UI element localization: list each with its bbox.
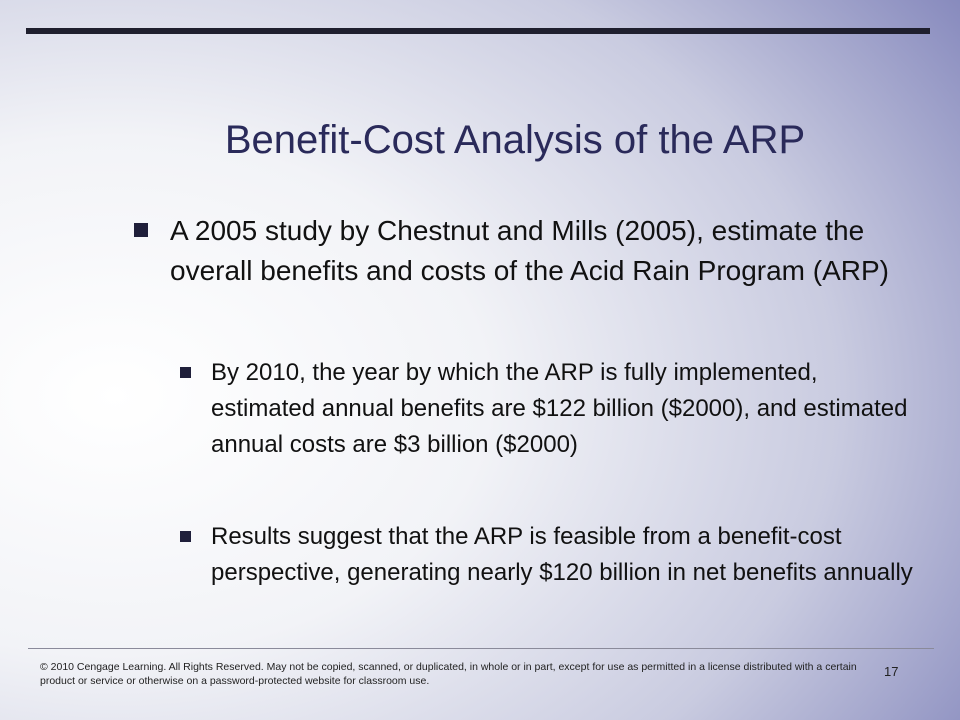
slide-title: Benefit-Cost Analysis of the ARP	[224, 118, 806, 162]
square-bullet-icon	[180, 367, 191, 378]
footer-divider	[28, 648, 934, 649]
bullet-text: A 2005 study by Chestnut and Mills (2005), estimate the overall benefits and costs of the Acid Rain Program (ARP)	[170, 215, 890, 286]
page-number: 17	[884, 664, 899, 679]
sub-bullet-text: Results suggest that the ARP is feasible from a benefit-cost perspective, generating nearly $120 billion in net benefits annually	[211, 523, 913, 586]
copyright-notice: © 2010 Cengage Learning. All Rights Reserved. May not be copied, scanned, or duplicated, in whole or in part, except for use as permitted in a license distributed with a certain product or service or otherwise on a password-protected website for classroom use.	[40, 661, 857, 687]
square-bullet-icon	[134, 223, 148, 237]
sub-bullet-text: By 2010, the year by which the ARP is fully implemented, estimated annual benefits are $122 billion ($2000), and estimated annual costs are $3 billion ($2000)	[211, 359, 908, 458]
square-bullet-icon	[180, 531, 191, 542]
top-divider	[26, 28, 930, 34]
